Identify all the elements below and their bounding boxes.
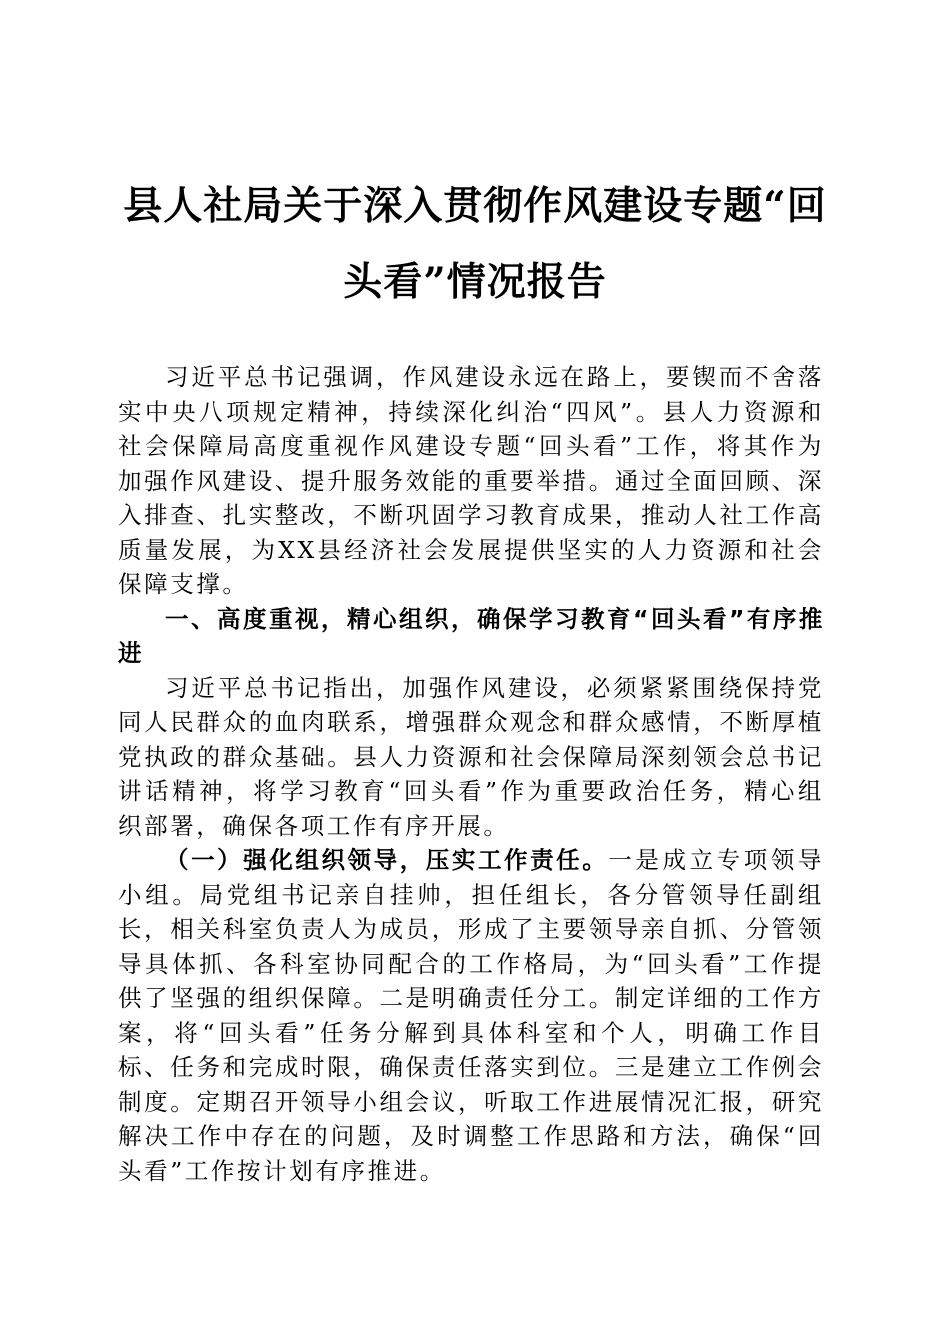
intro-paragraph: 习近平总书记强调，作风建设永远在路上，要锲而不舍落实中央八项规定精神，持续深化纠治“四风”。县人力资源和社会保障局高度重视作风建设专题“回头看”工作，将其作为加强作风建设、提升服务效能的重要举措。通过全面回顾、深入排查、扎实整改，不断巩固学习教育成果，推动人社工作高质量发展，为XX县经济社会发展提供坚实的人力资源和社会保障支撑。	[118, 363, 824, 598]
subsection-1-lead: （一）强化组织领导，压实工作责任。	[165, 846, 609, 874]
section-heading-1: 一、高度重视，精心组织，确保学习教育“回头看”有序推进	[118, 604, 824, 667]
section-1-paragraph: 习近平总书记指出，加强作风建设，必须紧紧围绕保持党同人民群众的血肉联系，增强群众观念和群众感情，不断厚植党执政的群众基础。县人力资源和社会保障局深刻领会总书记讲话精神，将学习教育“回头看”作为重要政治任务，精心组织部署，确保各项工作有序开展。	[118, 673, 824, 840]
document-title: 县人社局关于深入贯彻作风建设专题“回头看”情况报告	[123, 183, 827, 305]
subsection-1-text: 一是成立专项领导小组。局党组书记亲自挂帅，担任组长，各分管领导任副组长，相关科室负责人为成员，形成了主要领导亲自抓、分管领导具体抓、各科室协同配合的工作格局，为“回头看”工作提供了坚强的组织保障。二是明确责任分工。制定详细的工作方案，将“回头看”任务分解到具体科室和个人，明确工作目标、任务和完成时限，确保责任落实到位。三是建立工作例会制度。定期召开领导小组会议，听取工作进展情况汇报，研究解决工作中存在的问题，及时调整工作思路和方法，确保“回头看”工作按计划有序推进。	[118, 846, 824, 1185]
subsection-1-paragraph	[118, 843, 824, 1188]
document-body	[118, 360, 824, 1188]
